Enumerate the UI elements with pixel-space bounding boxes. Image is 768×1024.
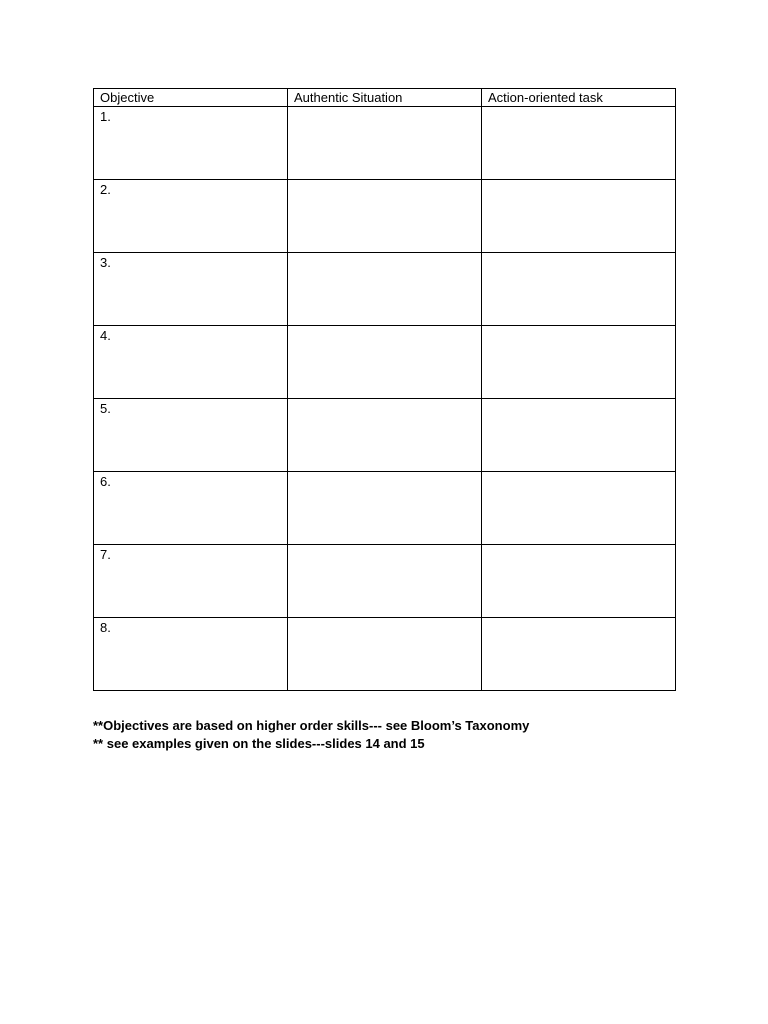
authentic-situation-cell	[288, 618, 482, 691]
row-number: 2.	[94, 180, 288, 253]
row-number: 7.	[94, 545, 288, 618]
table-header-row	[94, 89, 676, 107]
row-number: 1.	[94, 107, 288, 180]
table-row	[94, 545, 676, 618]
row-number: 5.	[94, 399, 288, 472]
table-row	[94, 107, 676, 180]
header-action-oriented-task: Action-oriented task	[482, 89, 676, 107]
table-row	[94, 253, 676, 326]
header-objective: Objective	[94, 89, 288, 107]
row-number: 6.	[94, 472, 288, 545]
action-oriented-task-cell	[482, 180, 676, 253]
authentic-situation-cell	[288, 180, 482, 253]
authentic-situation-cell	[288, 399, 482, 472]
row-number: 8.	[94, 618, 288, 691]
authentic-situation-cell	[288, 107, 482, 180]
action-oriented-task-cell	[482, 618, 676, 691]
table-row	[94, 326, 676, 399]
action-oriented-task-cell	[482, 107, 676, 180]
action-oriented-task-cell	[482, 545, 676, 618]
objectives-table	[93, 88, 676, 691]
footnote-slides-examples: ** see examples given on the slides---slides 14 and 15	[93, 736, 425, 751]
action-oriented-task-cell	[482, 253, 676, 326]
row-number: 4.	[94, 326, 288, 399]
footnote-blooms-taxonomy: **Objectives are based on higher order skills--- see Bloom’s Taxonomy	[93, 718, 530, 733]
action-oriented-task-cell	[482, 399, 676, 472]
footnotes	[93, 717, 713, 753]
action-oriented-task-cell	[482, 472, 676, 545]
authentic-situation-cell	[288, 545, 482, 618]
table-row	[94, 399, 676, 472]
authentic-situation-cell	[288, 326, 482, 399]
row-number: 3.	[94, 253, 288, 326]
table-row	[94, 472, 676, 545]
action-oriented-task-cell	[482, 326, 676, 399]
authentic-situation-cell	[288, 253, 482, 326]
header-authentic-situation: Authentic Situation	[288, 89, 482, 107]
authentic-situation-cell	[288, 472, 482, 545]
table-row	[94, 180, 676, 253]
table-row	[94, 618, 676, 691]
